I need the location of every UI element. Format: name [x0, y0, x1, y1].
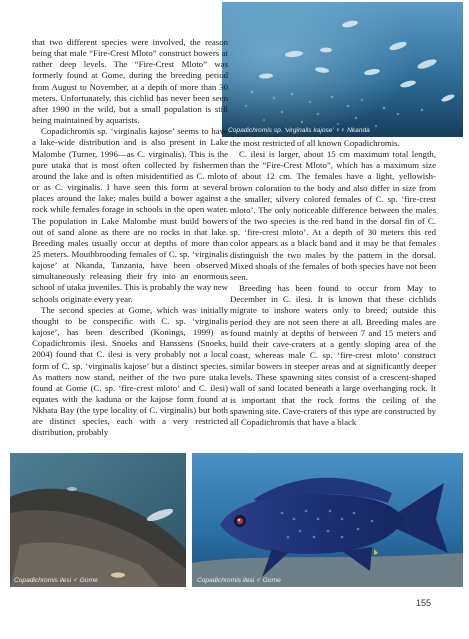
photo-ilesi-male	[192, 453, 463, 587]
paragraph: Breeding has been found to occur from May to December in C. ilesi. It is known that these cichlids migrate to inshore waters only to breed; outside this period they are not seen there at all. Breeding males are found mainly at depths of between 7 and 15 meters and build their cave-craters at a gently sloping area of the coast, whereas male C. sp. ‘fire-crest mloto’ construct similar bowers in steeper areas and at significantly deeper levels. These spawning sites consist of a crescent-shaped wall of sand located beneath a large overhanging rock. It is important that the rock forms the ceiling of the spawning site. Cave-craters of this type are constructed by all Copadichromis that have a black	[230, 283, 436, 427]
paragraph: the most restricted of all known Copadichromis.	[230, 138, 400, 148]
cichlid-image	[192, 453, 463, 587]
text-column-right	[230, 138, 436, 428]
caption-bottom-right-photo: Copadichromis ilesi ♂ Gome	[197, 577, 281, 584]
caption-top-photo: Copadichromis sp. ‘virginalis kajose’ ♀♀ Nkanda	[228, 127, 370, 134]
text-column-left	[32, 37, 228, 439]
caption-bottom-left-photo: Copadichromis ilesi ♂ Gome	[14, 577, 98, 584]
paragraph: that two different species were involved, the reason being that male “Fire-Crest Mloto” construct bowers at rather deep levels. The “Fire-Crest Mloto” was formerly found at Gome, during the breeding period from August to November, at a depth of more than 30 meters. Unfortunately, this cichlid has never been seen after 1990 in the wild, but a small population is still being maintained by aquarists.	[32, 37, 228, 126]
paragraph: The second species at Gome, which was initially thought to be conspecific with C. sp. ‘virginalis kajose’, has been described (Konings, 1999) as Copadichromis ilesi. Snoeks and Hanssens (Snoeks, 2004) found that C. ilesi is very probably not a local form of C. sp. ‘virginalis kajose’ but a distinct species. As matters now stand, neither of the two pure utaka found at Gome (C. sp. ‘fire-crest mloto’ and C. ilesi) equates with the kaduna or the kajose form found at Nkhata Bay (the type locality of C. virginalis) but both are distinct species, each with a very restricted distribution, probably	[32, 304, 228, 438]
utaka-school-image	[222, 2, 463, 137]
paragraph: Copadichromis sp. ‘virginalis kajose’ seems to have a lake-wide distribution and is also present in Lake Malombe (Turner, 1996—as C. virginalis). This is the pure utaka that is most often collected by fishermen around the lake and is often misidentified as C. mloto or as C. virginalis. I have seen this form at several places around the lake; males build a bower against a rock while females forage in schools in the open water. The population in Lake Malombe must build bowers out of sand alone as there are no rocks in that lake. Breeding males usually occur at depths of more than 25 meters. Mouthbrooding females of C. sp. ‘virginalis kajose’ at Nkanda, Tanzania, have been observed simultaneously releasing their fry into an enormous school of utaka juveniles. This is probably the way new schools originate every year.	[32, 126, 228, 304]
photo-ilesi-reef	[10, 453, 186, 587]
photo-utaka-school	[222, 2, 463, 137]
reef-image	[10, 453, 186, 587]
paragraph: C. ilesi is larger, about 15 cm maximum total length, than the “Fire-Crest Mloto”, which has a maximum size of about 12 cm. The females have a light, yellowish-brown coloration to the body and also differ in size from the smaller, silvery colored females of C. sp. ‘fire-crest mloto’. The only noticeable difference between the males of the two species is the red band in the dorsal fin of C. sp. ‘fire-crest mloto’. At a depth of 30 meters this red color appears as a black band and it may be that females distinguish the two males by the pattern in the dorsal. Mixed shoals of the females of both species have not been seen.	[230, 149, 436, 282]
page-number: 155	[415, 598, 431, 608]
